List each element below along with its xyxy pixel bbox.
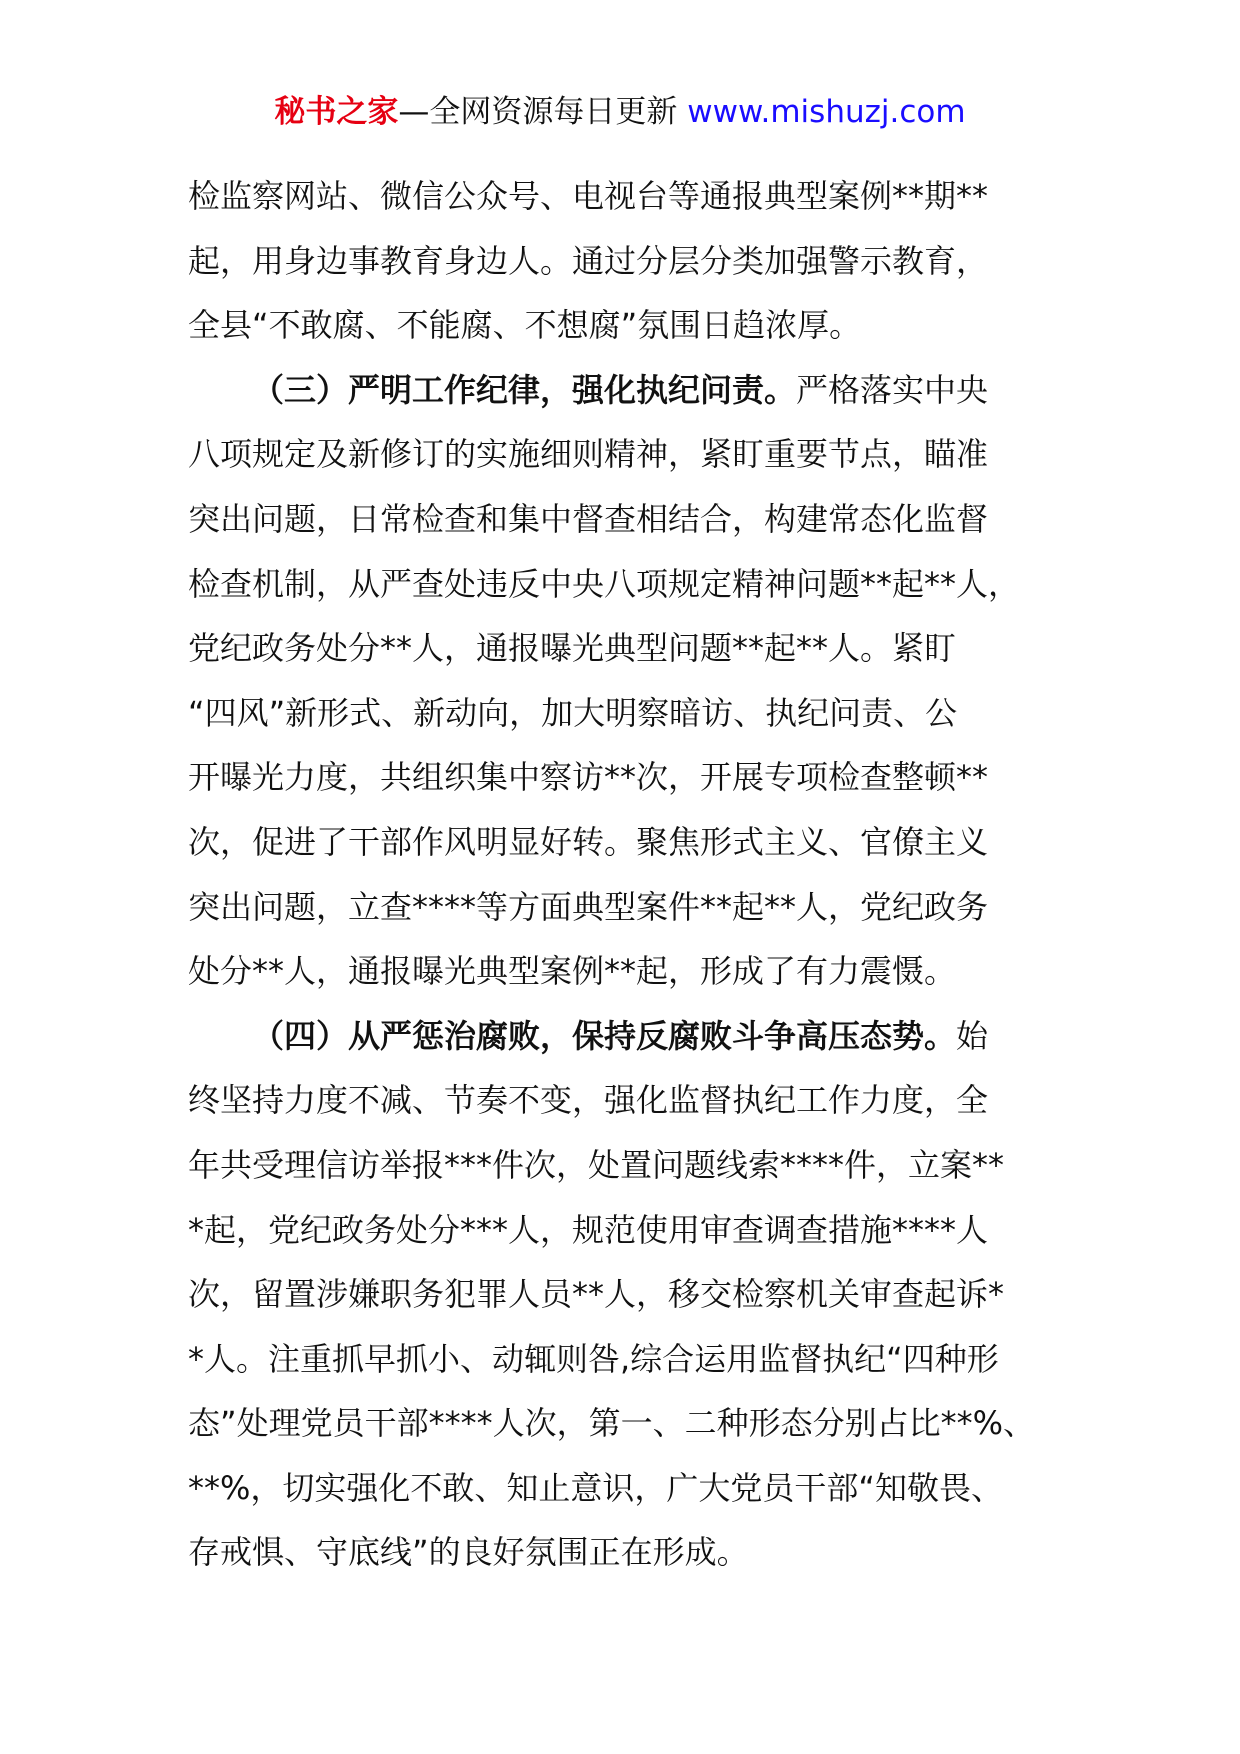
banner-tagline: —全网资源每日更新 (398, 94, 688, 130)
body-line: 起，用身边事教育身边人。通过分层分类加强警示教育， (188, 241, 989, 280)
body-line: 存戒惧、守底线”的良好氛围正在形成。 (188, 1533, 749, 1572)
section-4-lead-text: 始 (956, 1016, 989, 1055)
body-line: 年共受理信访举报***件次，处置问题线索****件，立案** (188, 1145, 1005, 1184)
site-url-link[interactable]: www.mishuzj.com (687, 94, 966, 130)
body-line: 八项规定及新修订的实施细则精神，紧盯重要节点，瞄准 (188, 435, 989, 474)
body-line: 全县“不敢腐、不能腐、不想腐”氛围日趋浓厚。 (188, 306, 862, 345)
body-line: 检查机制，从严查处违反中央八项规定精神问题**起**人， (188, 564, 1021, 603)
section-4-first-line (188, 1004, 1068, 1069)
brand-name: 秘书之家 (274, 94, 399, 130)
body-line: 开曝光力度，共组织集中察访**次，开展专项检查整顿** (188, 758, 989, 797)
section-3-heading: （三）严明工作纪律，强化执纪问责。 (252, 370, 797, 409)
section-4-heading: （四）从严惩治腐败，保持反腐败斗争高压态势。 (252, 1016, 957, 1055)
body-line: 终坚持力度不减、节奏不变，强化监督执纪工作力度，全 (188, 1081, 989, 1120)
body-line: *人。注重抓早抓小、动辄则咎,综合运用监督执纪“四种形 (188, 1339, 999, 1378)
section-3-lead-text: 严格落实中央 (796, 370, 989, 409)
body-line: **%，切实强化不敢、知止意识，广大党员干部“知敬畏、 (188, 1468, 1003, 1507)
body-line: *起，党纪政务处分***人，规范使用审查调查措施****人 (188, 1210, 989, 1249)
body-line: 次，促进了干部作风明显好转。聚焦形式主义、官僚主义 (188, 822, 989, 861)
body-line: 次，留置涉嫌职务犯罪人员**人，移交检察机关审查起诉* (188, 1275, 1005, 1314)
body-line: “四风”新形式、新动向，加大明察暗访、执纪问责、公 (188, 693, 958, 732)
section-3-first-line (188, 358, 1068, 423)
body-line: 党纪政务处分**人，通报曝光典型问题**起**人。紧盯 (188, 629, 957, 668)
body-line: 态”处理党员干部****人次，第一、二种形态分别占比**%、 (188, 1404, 1035, 1443)
site-banner (0, 92, 1240, 132)
body-line: 突出问题，立查****等方面典型案件**起**人，党纪政务 (188, 887, 989, 926)
body-line: 突出问题，日常检查和集中督查相结合，构建常态化监督 (188, 499, 989, 538)
body-line: 处分**人，通报曝光典型案例**起，形成了有力震慑。 (188, 952, 957, 991)
body-line: 检监察网站、微信公众号、电视台等通报典型案例**期** (188, 177, 989, 215)
document-body (188, 164, 1068, 1585)
